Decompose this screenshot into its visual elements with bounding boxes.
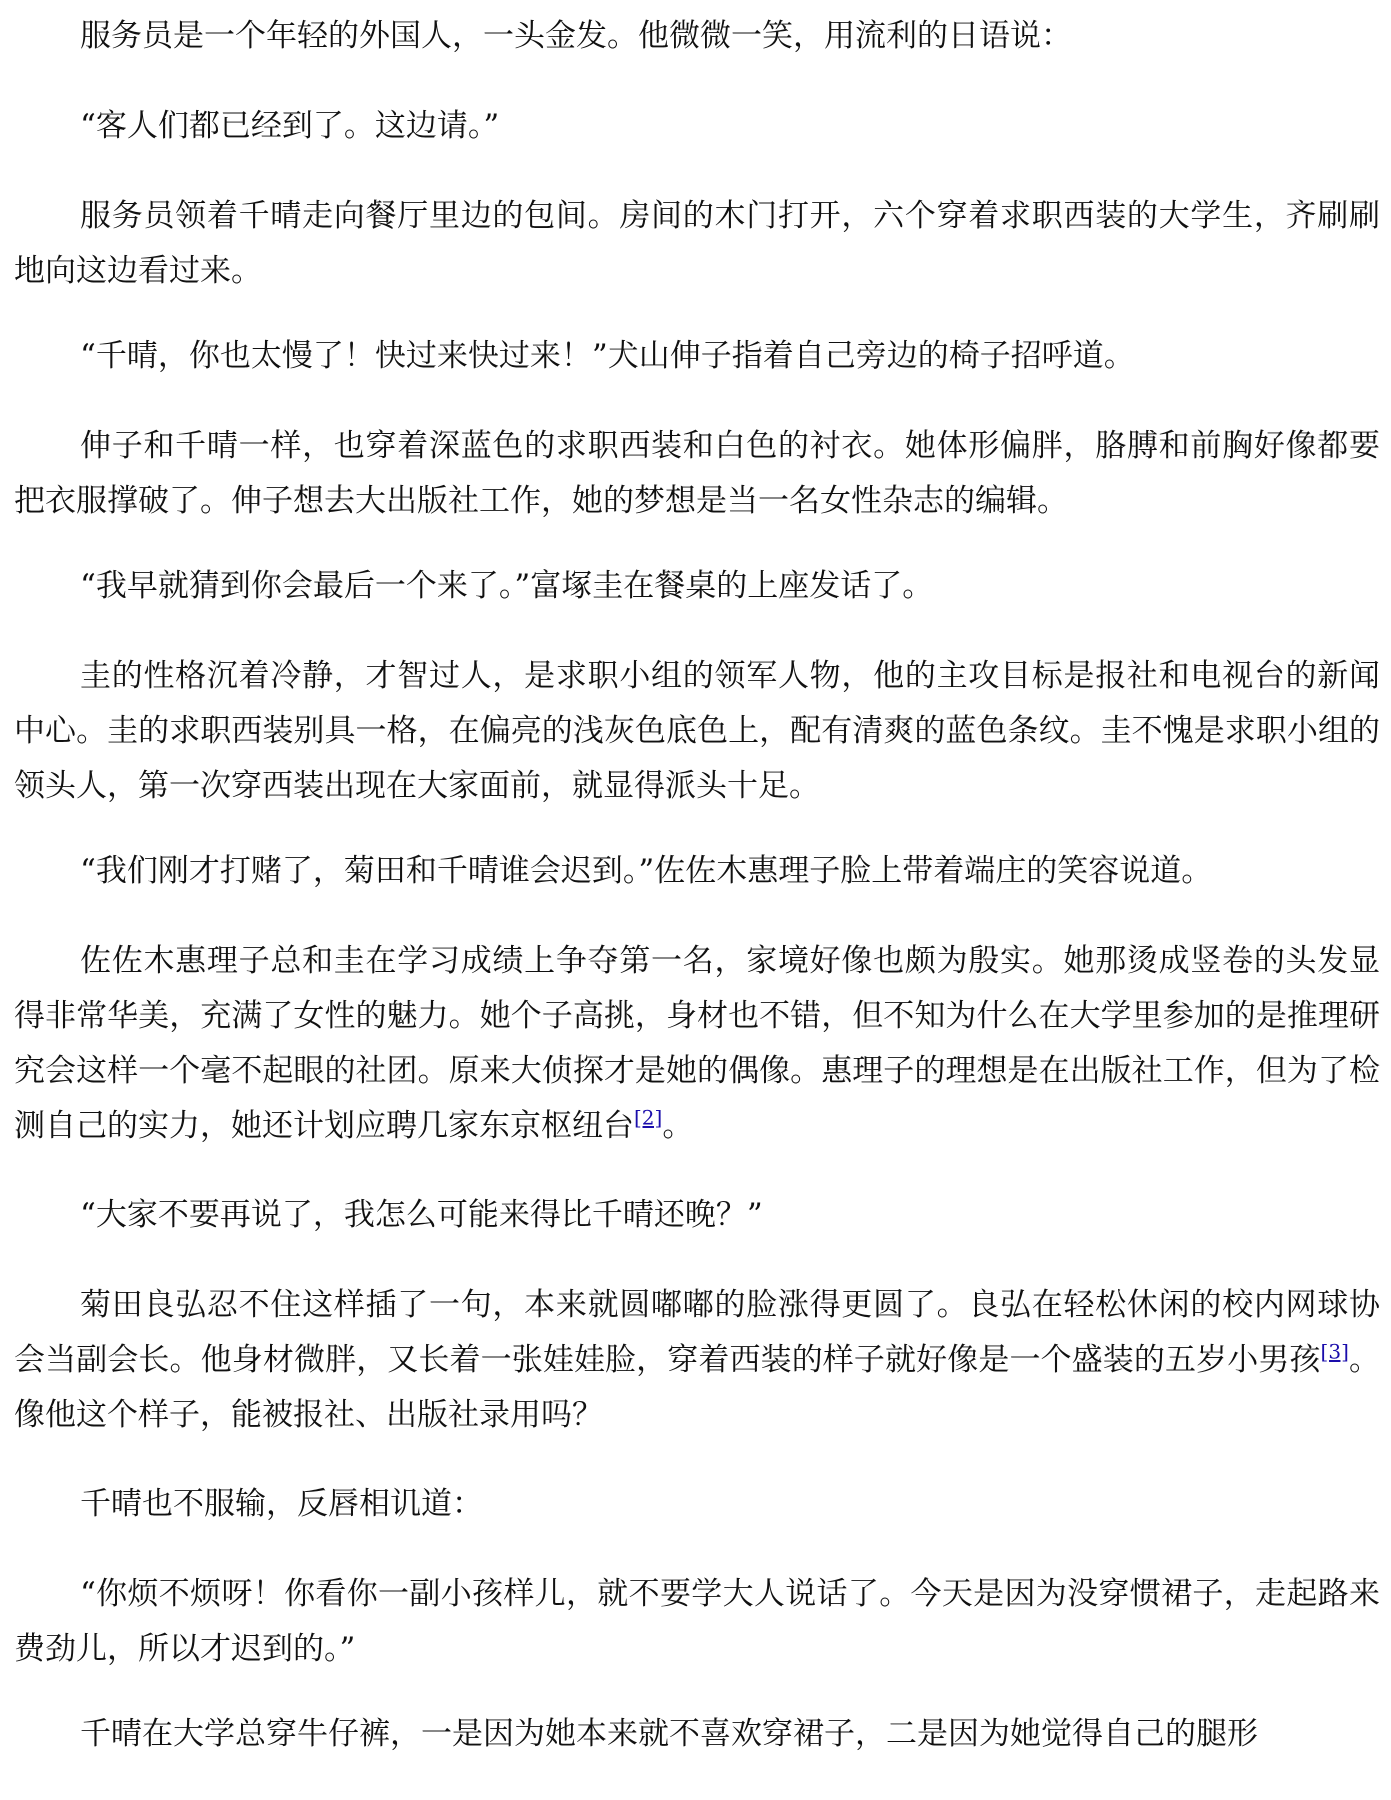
paragraph-text-tail: 。 [662, 1108, 694, 1144]
paragraph-text: 千晴在大学总穿牛仔裤，一是因为她本来就不喜欢穿裙子，二是因为她觉得自己的腿形 [80, 1716, 1258, 1752]
paragraph-text: “客人们都已经到了。这边请。” [80, 108, 500, 144]
paragraph-text: 菊田良弘忍不住这样插了一句，本来就圆嘟嘟的脸涨得更圆了。良弘在轻松休闲的校内网球协会当副会长。他身材微胖，又长着一张娃娃脸，穿着西装的样子就好像是一个盛装的五岁小男孩 [14, 1287, 1380, 1378]
paragraph [14, 419, 1380, 529]
paragraph [14, 329, 1380, 384]
paragraph [14, 1188, 1380, 1243]
paragraph-text: 圭的性格沉着冷静，才智过人，是求职小组的领军人物，他的主攻目标是报社和电视台的新闻中心。圭的求职西装别具一格，在偏亮的浅灰色底色上，配有清爽的蓝色条纹。圭不愧是求职小组的领头人，第一次穿西装出现在大家面前，就显得派头十足。 [14, 658, 1380, 804]
paragraph [14, 649, 1380, 814]
paragraph-text: “大家不要再说了，我怎么可能来得比千晴还晚？” [80, 1197, 763, 1233]
paragraph [14, 844, 1380, 899]
paragraph-text: 伸子和千晴一样，也穿着深蓝色的求职西装和白色的衬衣。她体形偏胖，胳膊和前胸好像都要把衣服撑破了。伸子想去大出版社工作，她的梦想是当一名女性杂志的编辑。 [14, 428, 1380, 519]
paragraph-text: 服务员领着千晴走向餐厅里边的包间。房间的木门打开，六个穿着求职西装的大学生，齐刷刷地向这边看过来。 [14, 198, 1380, 289]
paragraph [14, 559, 1380, 614]
paragraph-text: 服务员是一个年轻的外国人，一头金发。他微微一笑，用流利的日语说： [80, 18, 1072, 54]
paragraph-text: “我们刚才打赌了，菊田和千晴谁会迟到。”佐佐木惠理子脸上带着端庄的笑容说道。 [80, 853, 1213, 889]
paragraph [14, 1278, 1380, 1443]
footnote-link[interactable]: [3] [1320, 1339, 1349, 1364]
paragraph-text: 佐佐木惠理子总和圭在学习成绩上争夺第一名，家境好像也颇为殷实。她那烫成竖卷的头发显得非常华美，充满了女性的魅力。她个子高挑，身材也不错，但不知为什么在大学里参加的是推理研究会这样一个毫不起眼的社团。原来大侦探才是她的偶像。惠理子的理想是在出版社工作，但为了检测自己的实力，她还计划应聘几家东京枢纽台 [14, 943, 1380, 1144]
footnote-link[interactable]: [2] [634, 1105, 663, 1130]
paragraph-text: 千晴也不服输，反唇相讥道： [80, 1486, 483, 1522]
paragraph [14, 1567, 1380, 1677]
paragraph [14, 99, 1380, 154]
paragraph [14, 1477, 1380, 1532]
paragraph-text-tail: 。像他这个样子，能被报社、出版社录用吗？ [14, 1342, 1380, 1433]
paragraph [14, 1707, 1380, 1762]
paragraph-text: “你烦不烦呀！你看你一副小孩样儿，就不要学大人说话了。今天是因为没穿惯裙子，走起路来费劲儿，所以才迟到的。” [14, 1576, 1380, 1667]
paragraph [14, 934, 1380, 1154]
paragraph-text: “千晴，你也太慢了！快过来快过来！”犬山伸子指着自己旁边的椅子招呼道。 [80, 338, 1135, 374]
paragraph [14, 189, 1380, 299]
paragraph [14, 9, 1380, 64]
paragraph-text: “我早就猜到你会最后一个来了。”富塚圭在餐桌的上座发话了。 [80, 568, 934, 604]
